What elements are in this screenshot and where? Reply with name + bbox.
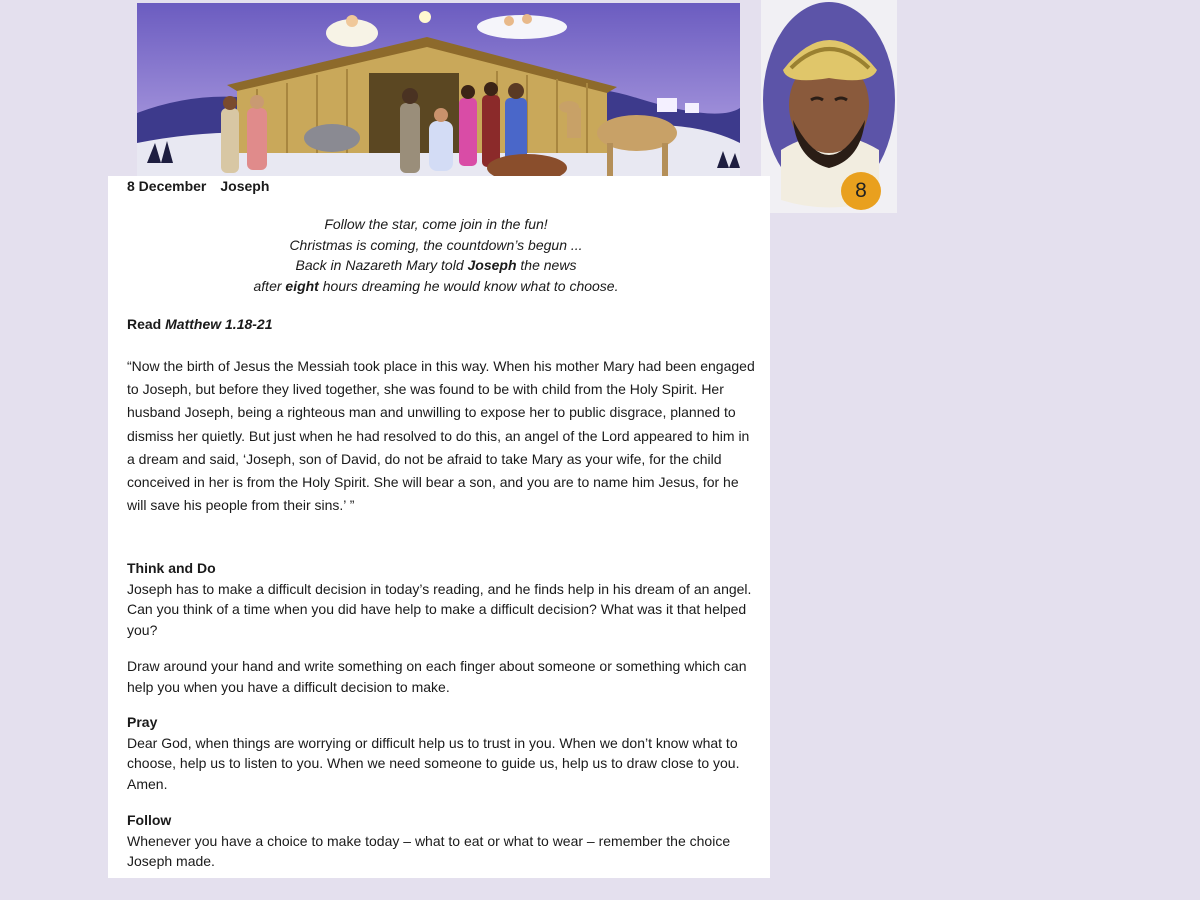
reading-passage: Matthew 1.18-21 [165, 316, 273, 332]
verse-line-4-end: hours dreaming he would know what to choose. [318, 277, 619, 294]
verse-line-3-bold: Joseph [467, 257, 517, 273]
draw-activity-section [127, 656, 759, 697]
think-and-do-title: Think and Do [127, 560, 216, 576]
verse-line-2: Christmas is coming, the countdown’s begun ... [289, 236, 583, 253]
scripture-passage: “Now the birth of Jesus the Messiah took place in this way. When his mother Mary had been engaged to Joseph, but before they lived together, she was found to be with child from the Holy Spirit. Her husband Joseph, being a righteous man and unwilling to expose her to public disgrace, planned to dismiss her quietly. But just when he had resolved to do this, an angel of the Lord appeared to him in a dream and said, ‘Joseph, son of David, do not be afraid to take Mary as your wife, for the child conceived in her is from the Holy Spirit. She will bear a son, and you are to name him Jesus, for he will save his people from their sins.’ ” [127, 358, 755, 514]
think-and-do-section [127, 558, 759, 640]
verse-line-4 [108, 276, 764, 297]
verse-line-3-start: Back in Nazareth Mary told [295, 257, 468, 273]
advent-page [108, 176, 770, 878]
follow-text: Whenever you have a choice to make today – what to eat or what to wear – remember the choice Joseph made. [127, 832, 731, 869]
rhyme-verse [108, 214, 764, 296]
day-number-badge: 8 [841, 172, 881, 210]
verse-line-1: Follow the star, come join in the fun! [324, 216, 548, 232]
heading-name: Joseph [220, 178, 270, 194]
nativity-scene-illustration [137, 3, 740, 177]
reading-prefix: Read [127, 316, 166, 332]
verse-line-3-end: the news [516, 257, 577, 273]
reading-reference [127, 316, 273, 332]
verse-line-4-start: after [253, 277, 286, 294]
pray-text: Dear God, when things are worrying or difficult help us to trust in you. When we don’t know what to choose, help us to listen to you. When we need someone to guide us, help us to draw close to you. Amen. [127, 734, 740, 792]
follow-section [127, 810, 759, 872]
think-and-do-text: Joseph has to make a difficult decision in today’s reading, and he finds help in his dream of an angel. Can you think of a time when you did have help to make a difficult decision? What was it that helped you? [127, 580, 752, 638]
pray-title: Pray [127, 714, 158, 730]
nativity-banner-image [137, 3, 740, 177]
draw-activity-text: Draw around your hand and write something on each finger about someone or something which can help you when you have a difficult decision to make. [127, 658, 747, 695]
verse-line-4-bold: eight [285, 277, 319, 294]
pray-section [127, 712, 759, 794]
heading-date: 8 December [127, 178, 207, 194]
page-heading [127, 178, 269, 194]
verse-line-3 [108, 255, 764, 276]
follow-title: Follow [127, 812, 172, 828]
